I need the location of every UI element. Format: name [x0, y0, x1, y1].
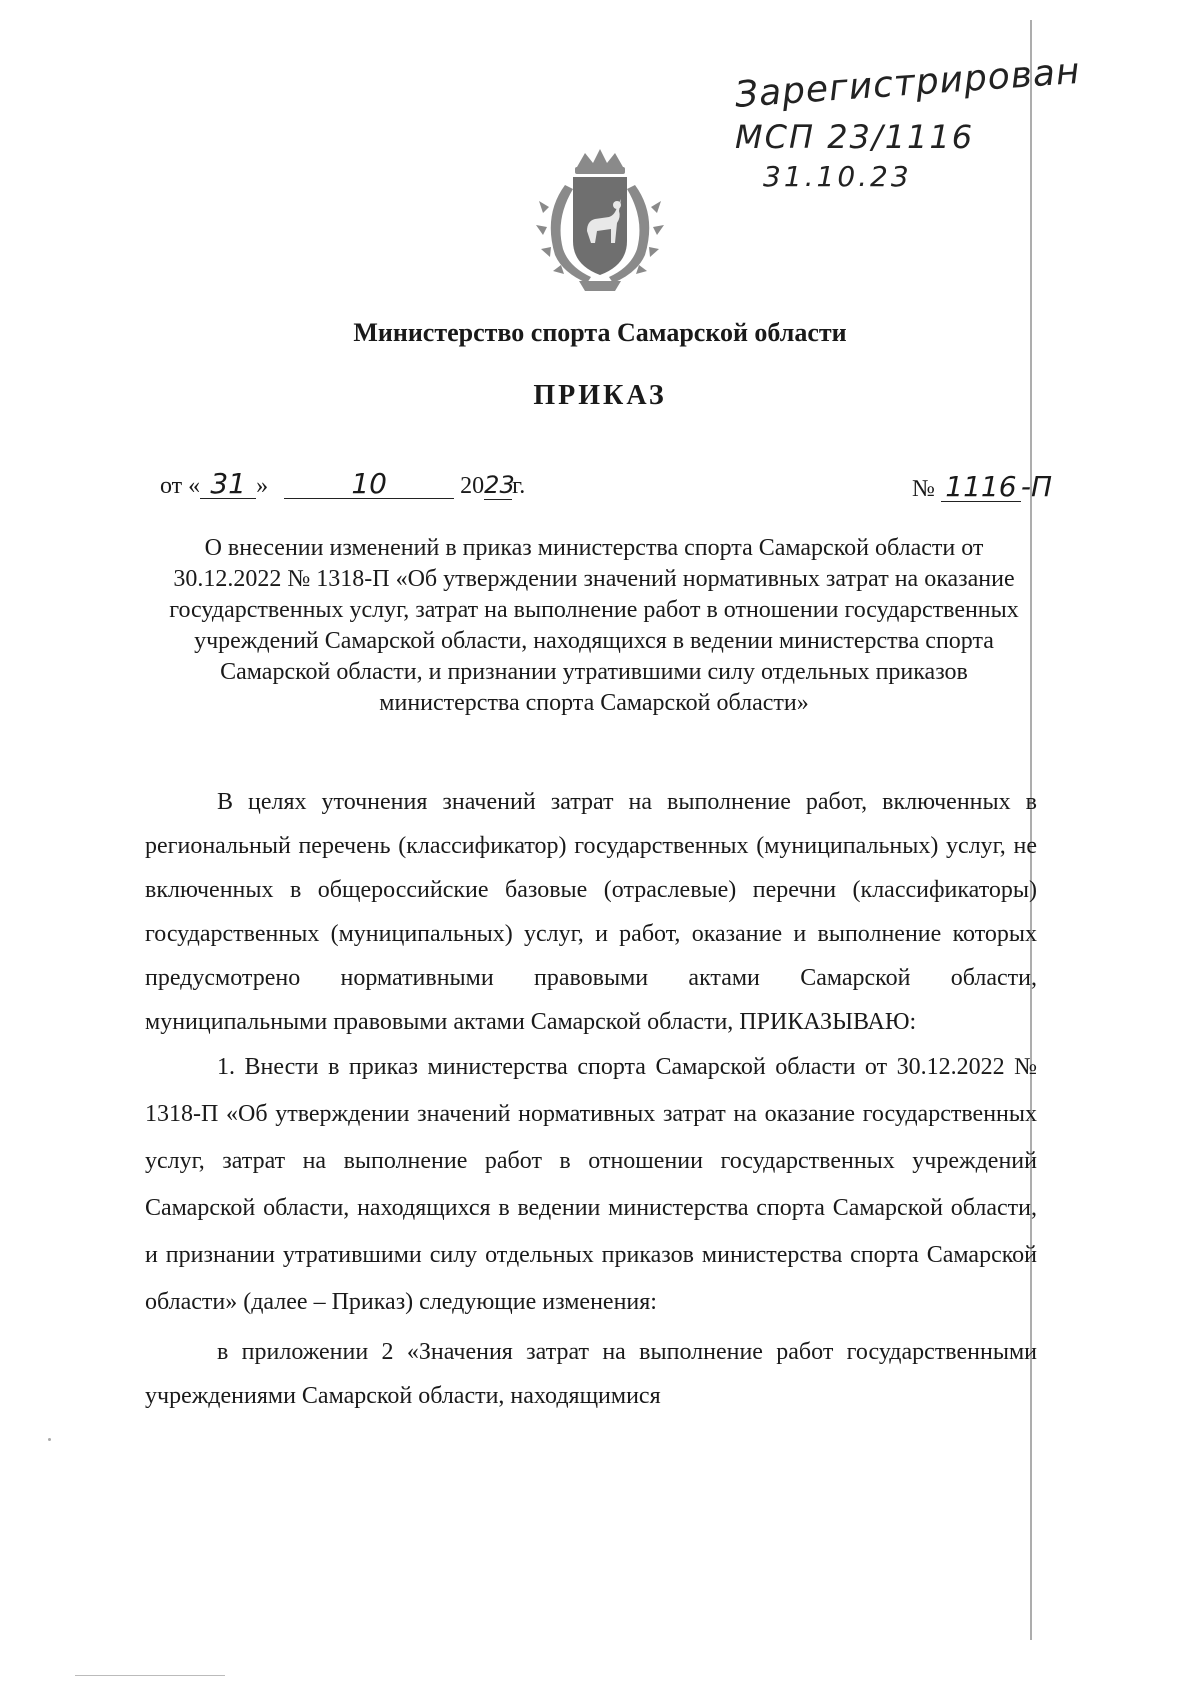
bottom-rule — [75, 1675, 225, 1676]
registration-note-line1: Зарегистрирован — [733, 50, 1082, 116]
order-body — [145, 780, 1037, 1418]
date-year-prefix: 20 — [460, 473, 485, 499]
number-label: № — [912, 476, 935, 502]
order-date-line — [160, 467, 526, 500]
order-subject: О внесении изменений в приказ министерства спорта Самарской области от 30.12.2022 № 1318-П «Об утверждении значений нормативных затрат на оказание государственных услуг, затрат на выполнение работ в отношении государственных учреждений Самарской области, находящихся в ведении министерства спорта Самарской области, и признании утратившими силу отдельных приказов министерства спорта Самарской области» — [169, 535, 1019, 716]
samara-coat-of-arms-icon — [535, 145, 665, 295]
ministry-heading: Министерство спорта Самарской области — [353, 318, 847, 347]
order-number-line — [912, 470, 1052, 503]
registration-note-line2: МСП 23/1116 — [735, 118, 975, 156]
body-paragraph-3: в приложении 2 «Значения затрат на выполнение работ государственными учреждениями Самарской области, находящимися — [145, 1339, 1037, 1409]
registration-note-date: 31.10.23 — [763, 160, 912, 193]
date-day: 31 — [200, 470, 256, 499]
date-prefix: от « — [160, 473, 201, 499]
date-mid: » — [256, 473, 269, 499]
date-month: 10 — [284, 470, 454, 499]
order-number: 1116 — [941, 473, 1021, 502]
document-type-title: ПРИКАЗ — [533, 380, 667, 411]
scan-artifact — [48, 1438, 51, 1441]
date-year: 23 — [484, 471, 515, 499]
body-paragraph-1: В целях уточнения значений затрат на выполнение работ, включенных в региональный перечень (классификатор) государственных (муниципальных) услуг, не включенных в общероссийские базовые (отраслевые) перечни (классификаторы) государственных (муниципальных) услуг, и работ, оказание и выполнение которых предусмотрено нормативными правовыми актами Самарской области, муниципальными правовыми актами Самарской области, ПРИКАЗЫВАЮ: — [145, 789, 1037, 1035]
date-year-suffix: г. — [512, 473, 526, 499]
body-paragraph-2: 1. Внести в приказ министерства спорта Самарской области от 30.12.2022 № 1318-П «Об утверждении значений нормативных затрат на оказание государственных услуг, затрат на выполнение работ в отношении государственных учреждений Самарской области, находящихся в ведении министерства спорта Самарской области, и признании утратившими силу отдельных приказов министерства спорта Самарской области» (далее – Приказ) следующие изменения: — [145, 1054, 1037, 1315]
registration-note — [733, 50, 1082, 193]
order-number-suffix: -П — [1020, 470, 1053, 503]
